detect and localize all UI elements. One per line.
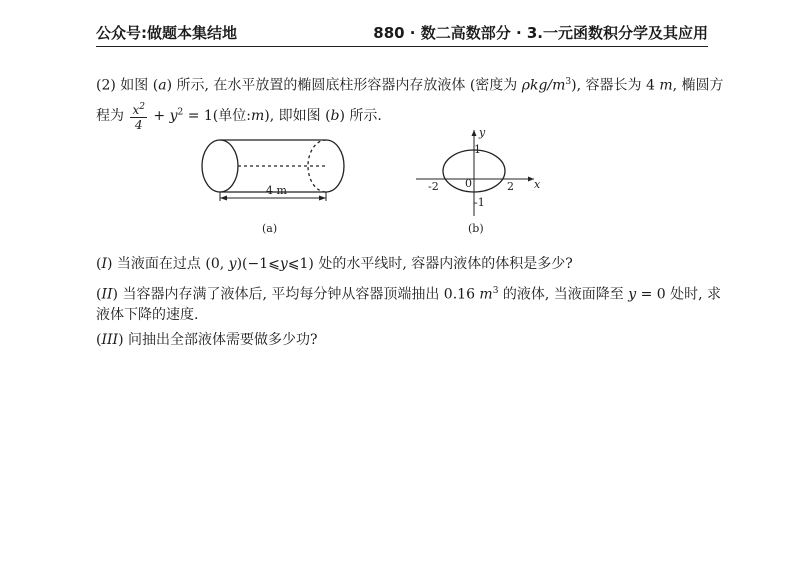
header-chapter: 880 · 数二高数部分 · 3.一元函数积分学及其应用 [373,24,708,42]
question-3: (III) 问抽出全部液体需要做多少功? [96,332,318,348]
header-divider [96,46,708,47]
ellipse-fraction: $\frac{x^2}{4}$ [132,102,145,132]
figure-b-left-label: -2 [428,180,439,193]
figure-b-origin-label: 0 [465,177,472,190]
problem-line-1: (2) 如图 (a) 所示, 在水平放置的椭圆底柱形容器内存放液体 (密度为 ρkg/$m^3$), 容器长为 4 m, 椭圆方 [96,77,724,94]
figure-b-x-axis-label: x [534,178,541,191]
question-2-continued: 液体下降的速度. [96,307,199,323]
figure-a-length-label: 4 m [266,184,287,197]
figure-b-top-label: 1 [474,143,481,156]
figure-a-caption: (a) [262,222,278,235]
figure-b-bottom-label: -1 [474,196,485,209]
problem-line-2: 程为 $\frac{x^2}{4}$ + $y^2 = 1$(单位:m), 即如图 (b) 所示. [96,102,382,132]
question-1: (I) 当液面在过点 (0, y)(−1⩽y⩽1) 处的水平线时, 容器内液体的体积是多少? [96,256,573,272]
figure-b-y-axis-label: y [479,126,486,139]
figure-b-right-label: 2 [507,180,514,193]
figure-b-caption: (b) [468,222,484,235]
question-2: (II) 当容器内存满了液体后, 平均每分钟从容器顶端抽出 0.16 $m^3$ 的液体, 当液面降至 y = 0 处时, 求 [96,286,722,303]
figures [198,126,550,242]
header-source: 公众号:做题本集结地 [96,24,237,42]
